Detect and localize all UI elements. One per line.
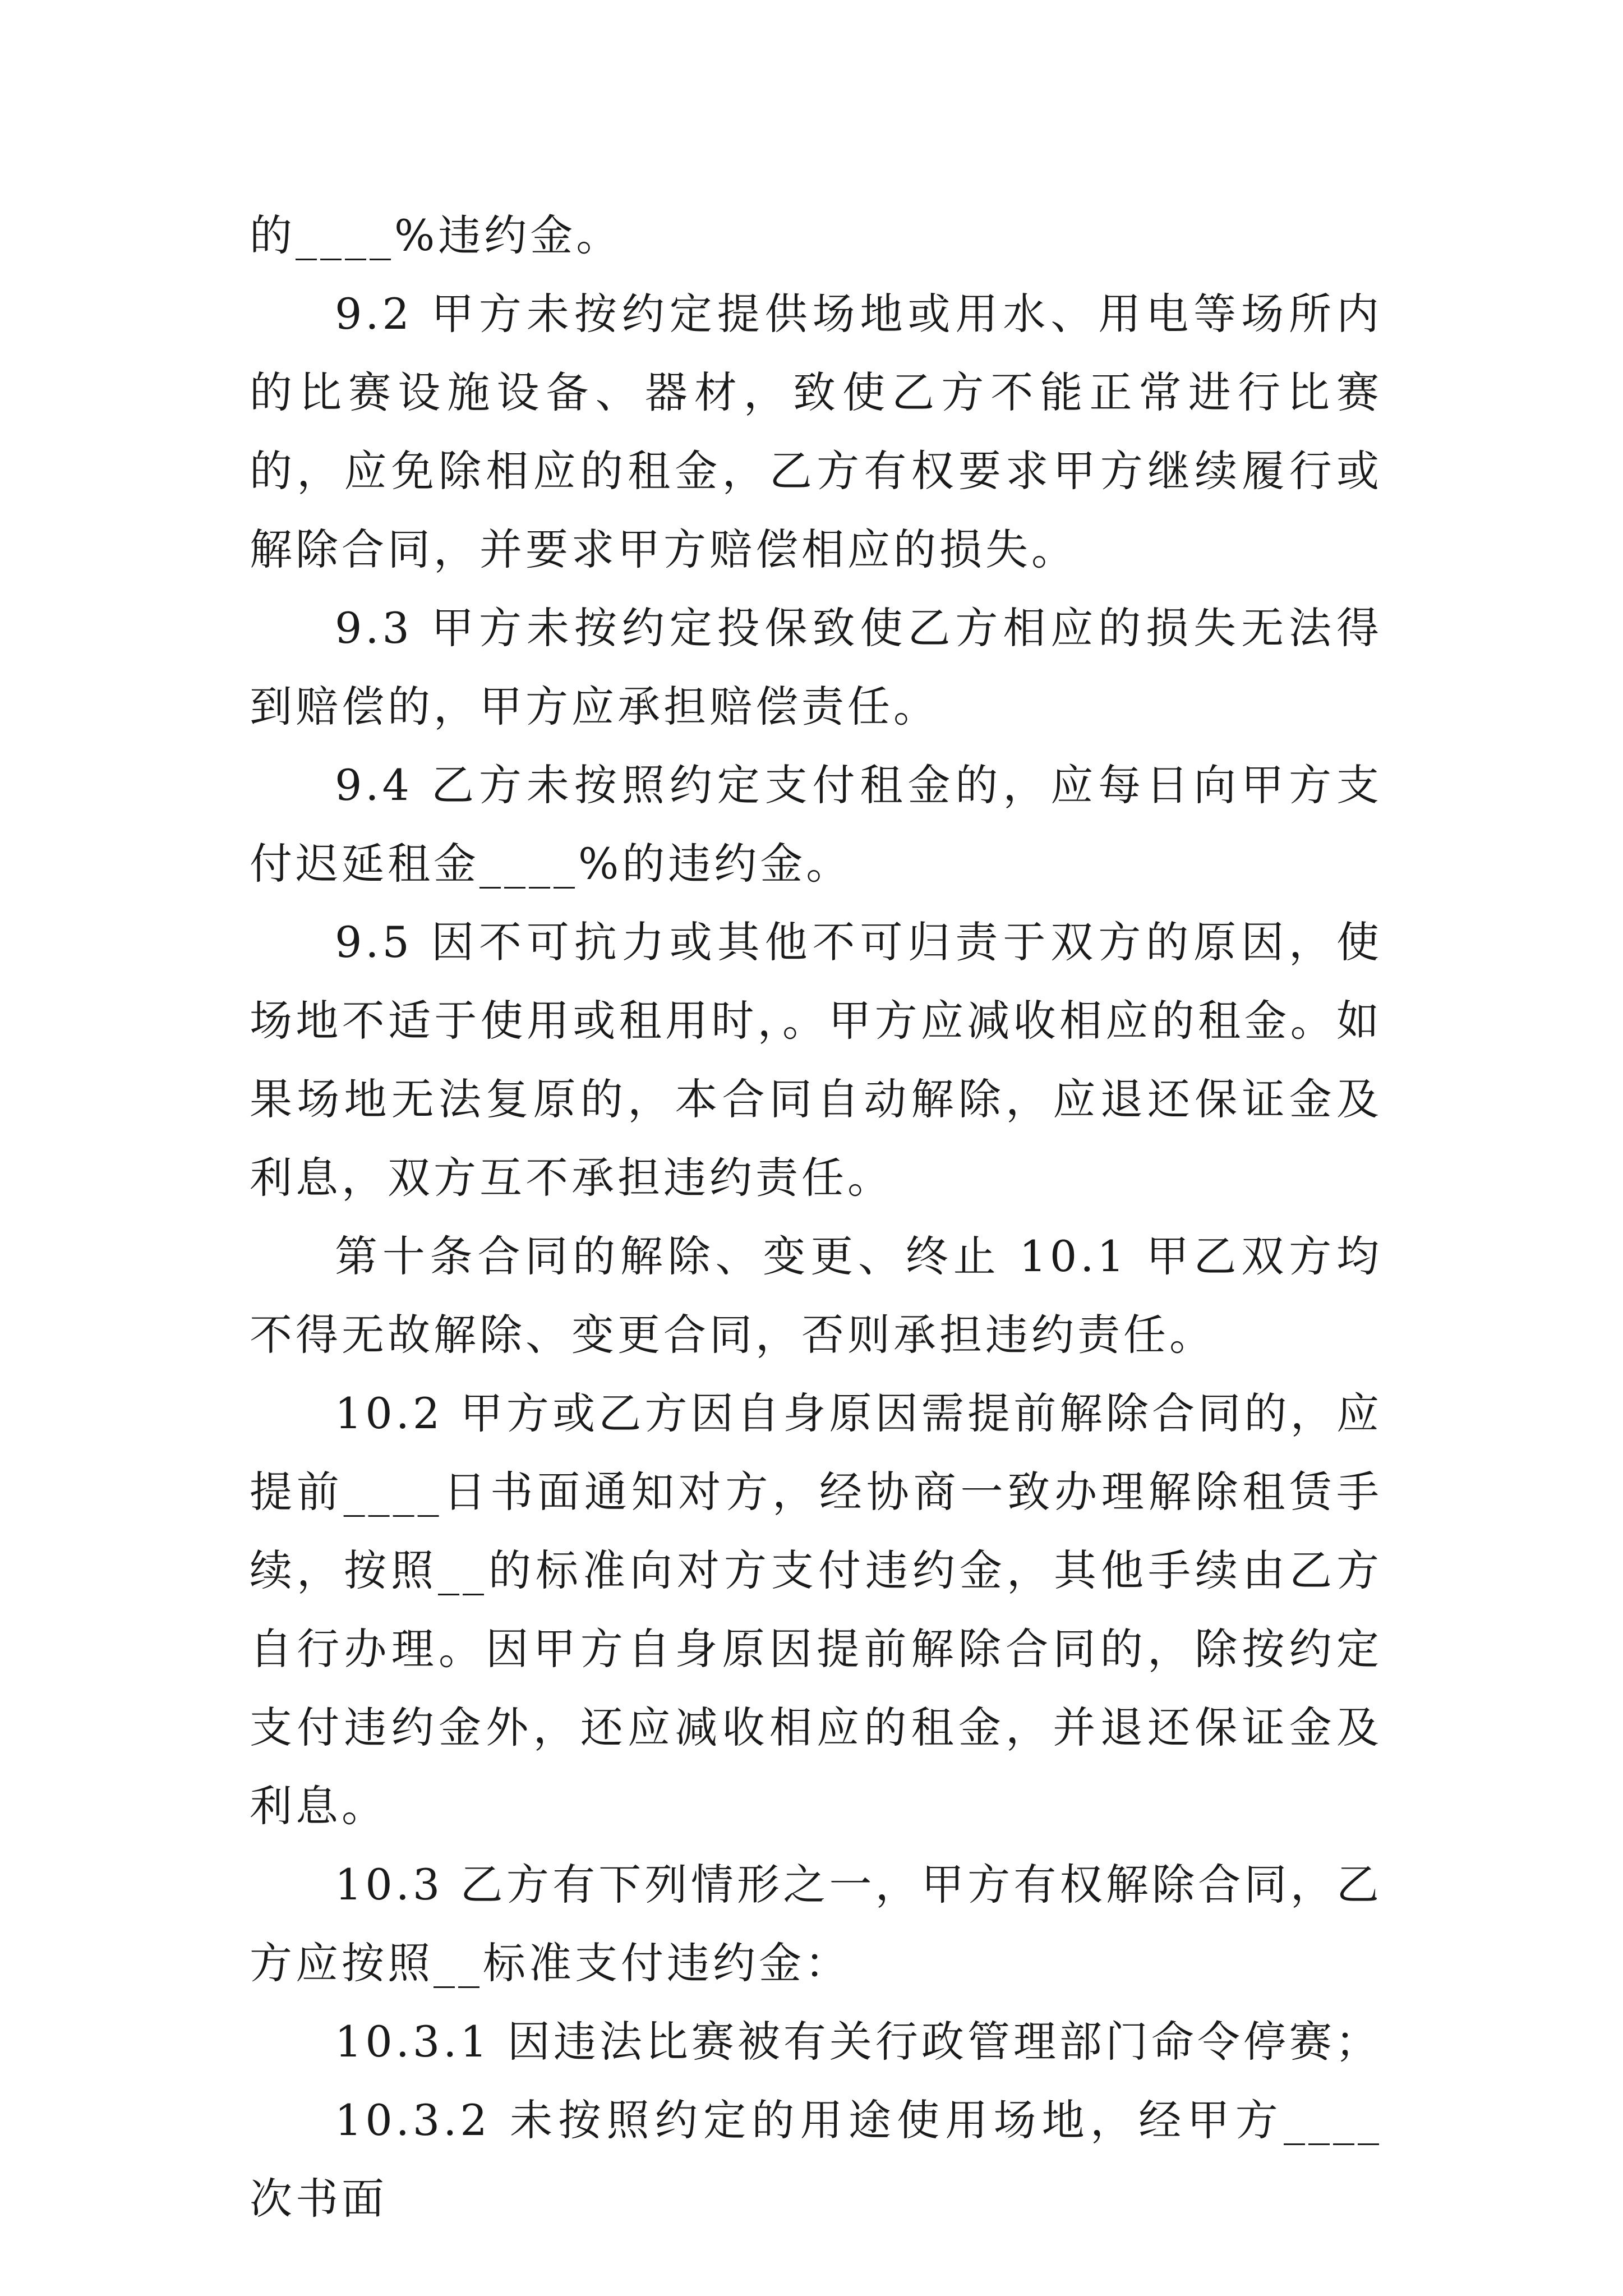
paragraph-9-3: 9.3 甲方未按约定投保致使乙方相应的损失无法得到赔偿的，甲方应承担赔偿责任。 xyxy=(250,603,1382,731)
paragraph-10-3: 10.3 乙方有下列情形之一，甲方有权解除合同，乙方应按照__标准支付违约金： xyxy=(250,1860,1382,1988)
paragraph-9-5: 9.5 因不可抗力或其他不可归责于双方的原因，使场地不适于使用或租用时，。甲方应减收相应的租金。如果场地无法复原的，本合同自动解除，应退还保证金及利息，双方互不承担违约责任。 xyxy=(250,917,1382,1203)
document-body xyxy=(250,196,1382,2238)
paragraph-continuation: 的____%违约金。 xyxy=(250,210,623,260)
paragraph-10-3-1: 10.3.1 因违法比赛被有关行政管理部门命令停赛； xyxy=(335,2017,1381,2067)
paragraph-9-4: 9.4 乙方未按照约定支付租金的，应每日向甲方支付迟延租金____%的违约金。 xyxy=(250,760,1382,889)
paragraph-10-2: 10.2 甲方或乙方因自身原因需提前解除合同的，应提前____日书面通知对方，经协商一致办理解除租赁手续，按照__的标准向对方支付违约金，其他手续由乙方自行办理。因甲方自身原因提前解除合同的，除按约定支付违约金外，还应减收相应的租金，并退还保证金及利息。 xyxy=(250,1388,1382,1831)
paragraph-10-3-2: 10.3.2 未按照约定的用途使用场地，经甲方____次书面 xyxy=(250,2095,1382,2224)
paragraph-9-2: 9.2 甲方未按约定提供场地或用水、用电等场所内的比赛设施设备、器材，致使乙方不能正常进行比赛的，应免除相应的租金，乙方有权要求甲方继续履行或解除合同，并要求甲方赔偿相应的损失。 xyxy=(250,289,1382,574)
paragraph-article-10: 第十条合同的解除、变更、终止 10.1 甲乙双方均不得无故解除、变更合同，否则承担违约责任。 xyxy=(250,1231,1382,1360)
